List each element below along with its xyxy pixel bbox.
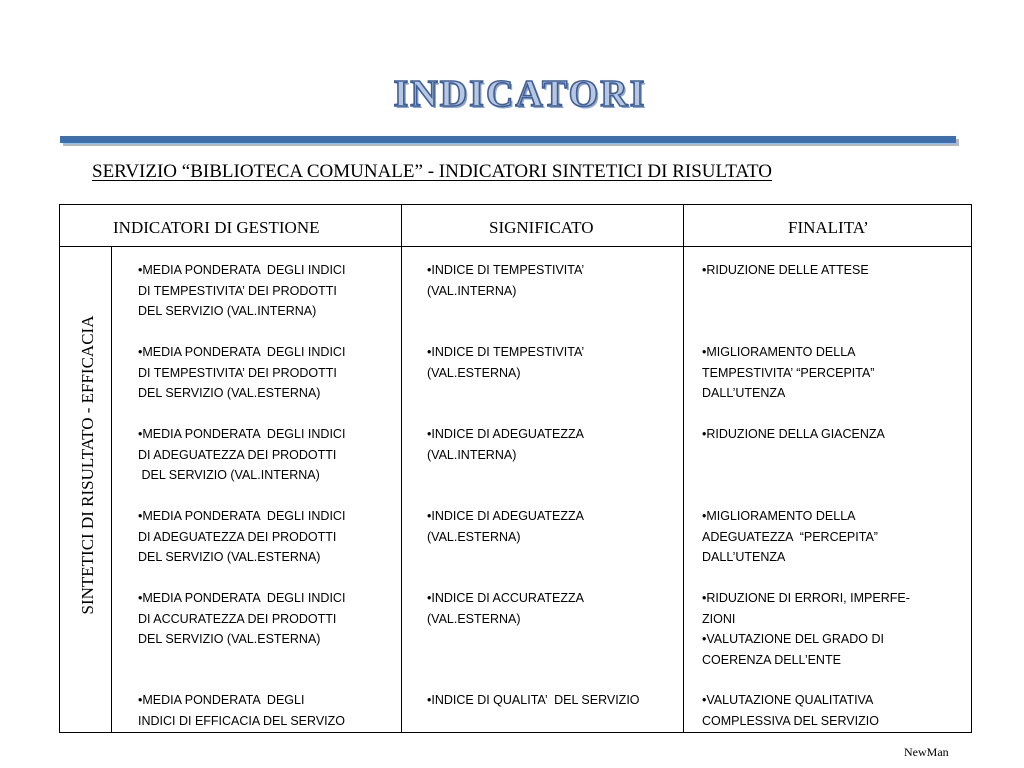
- slide-subtitle: SERVIZIO “BIBLIOTECA COMUNALE” - INDICATORI SINTETICI DI RISULTATO: [92, 161, 773, 182]
- header-gestione: INDICATORI DI GESTIONE: [113, 218, 320, 237]
- row4-gestione: •MEDIA PONDERATA DEGLI INDICI DI ADEGUATEZZA DEI PRODOTTI DEL SERVIZIO (VAL.ESTERNA): [138, 509, 346, 564]
- header-divider: [60, 246, 971, 247]
- row5-significato: •INDICE DI ACCURATEZZA (VAL.ESTERNA): [427, 591, 584, 626]
- row3-significato: •INDICE DI ADEGUATEZZA (VAL.INTERNA): [427, 427, 584, 462]
- column-divider-2: [683, 205, 684, 732]
- header-finalita: FINALITA’: [788, 218, 869, 237]
- row2-finalita: •MIGLIORAMENTO DELLA TEMPESTIVITA’ “PERCEPITA” DALL’UTENZA: [702, 345, 875, 400]
- row5-gestione: •MEDIA PONDERATA DEGLI INDICI DI ACCURATEZZA DEI PRODOTTI DEL SERVIZIO (VAL.ESTERNA): [138, 591, 346, 646]
- row2-gestione: •MEDIA PONDERATA DEGLI INDICI DI TEMPESTIVITA’ DEI PRODOTTI DEL SERVIZIO (VAL.ESTERNA): [138, 345, 346, 400]
- row5-finalita: •RIDUZIONE DI ERRORI, IMPERFE- ZIONI •VALUTAZIONE DEL GRADO DI COERENZA DELL’ENTE: [702, 591, 910, 667]
- title-divider: [60, 136, 956, 143]
- row3-gestione: •MEDIA PONDERATA DEGLI INDICI DI ADEGUATEZZA DEI PRODOTTI DEL SERVIZIO (VAL.INTERNA): [138, 427, 346, 482]
- row6-gestione: •MEDIA PONDERATA DEGLI INDICI DI EFFICACIA DEL SERVIZO: [138, 693, 345, 728]
- row4-finalita: •MIGLIORAMENTO DELLA ADEGUATEZZA “PERCEPITA” DALL’UTENZA: [702, 509, 878, 564]
- footer-brand: NewMan: [904, 745, 949, 759]
- row4-significato: •INDICE DI ADEGUATEZZA (VAL.ESTERNA): [427, 509, 584, 544]
- header-significato: SIGNIFICATO: [489, 218, 594, 237]
- row3-finalita: •RIDUZIONE DELLA GIACENZA: [702, 427, 885, 441]
- row6-significato: •INDICE DI QUALITA’ DEL SERVIZIO: [427, 693, 640, 707]
- row1-finalita: •RIDUZIONE DELLE ATTESE: [702, 263, 869, 277]
- row6-finalita: •VALUTAZIONE QUALITATIVA COMPLESSIVA DEL SERVIZIO: [702, 693, 879, 728]
- column-divider-1: [401, 205, 402, 732]
- row1-gestione: •MEDIA PONDERATA DEGLI INDICI DI TEMPESTIVITA’ DEI PRODOTTI DEL SERVIZIO (VAL.INTERNA): [138, 263, 346, 318]
- row2-significato: •INDICE DI TEMPESTIVITA’ (VAL.ESTERNA): [427, 345, 585, 380]
- column-divider-side: [111, 246, 112, 732]
- slide-title: INDICATORI: [393, 73, 647, 115]
- side-category-label: SINTETICI DI RISULTATO - EFFICACIA: [78, 315, 97, 615]
- row1-significato: •INDICE DI TEMPESTIVITA’ (VAL.INTERNA): [427, 263, 585, 298]
